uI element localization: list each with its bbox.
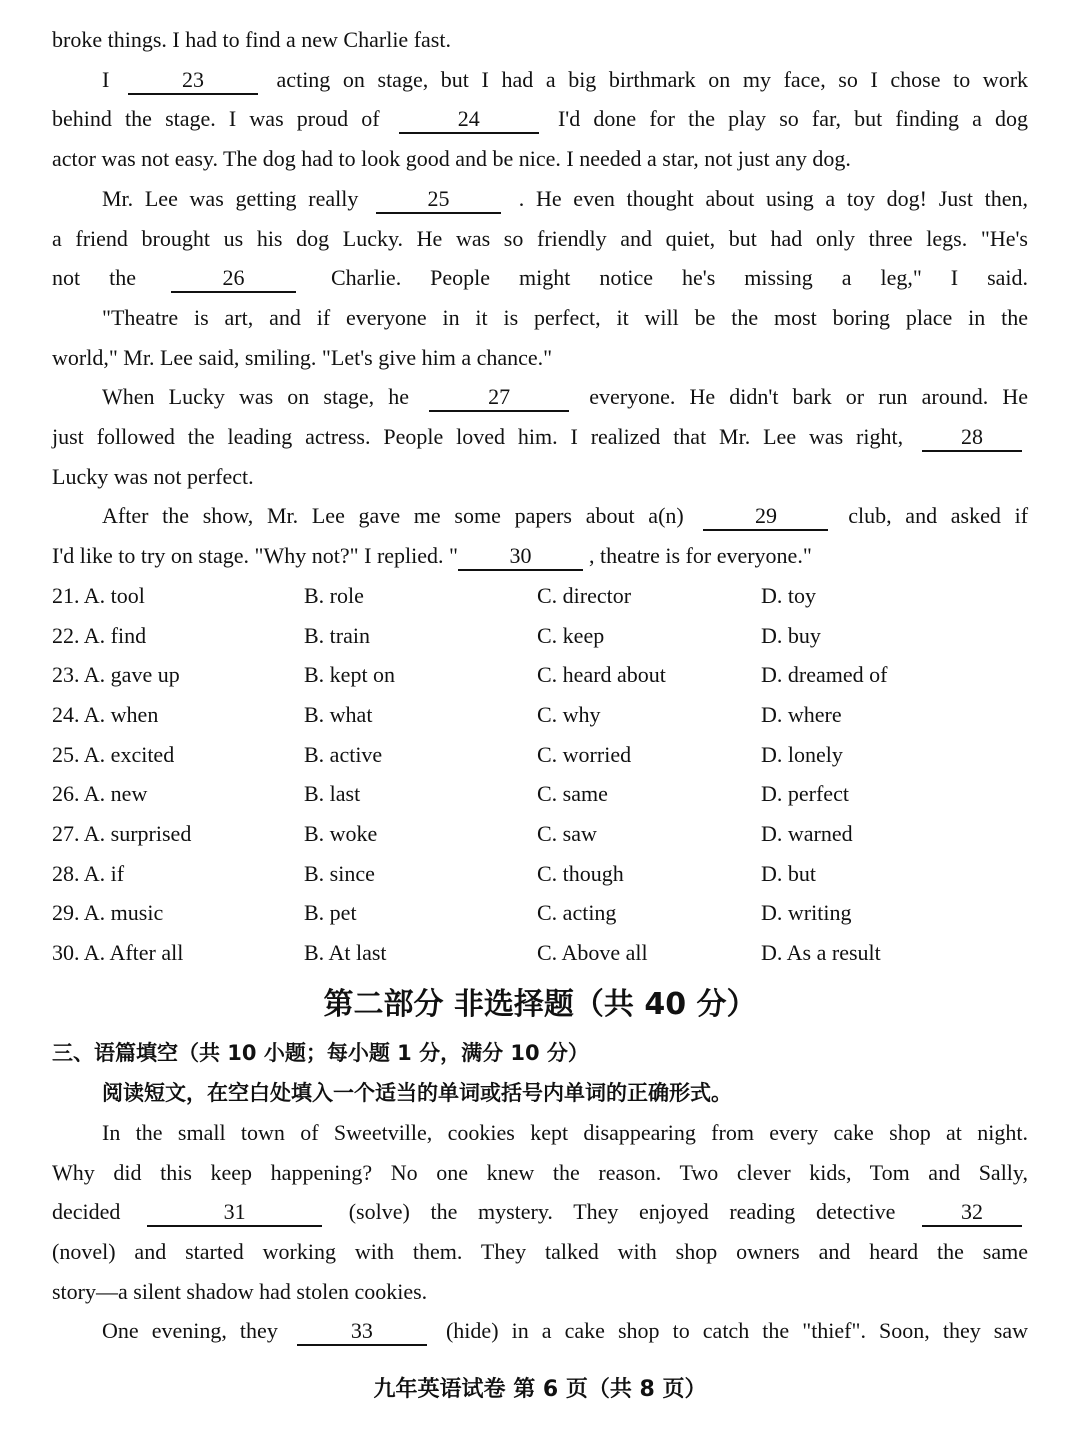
- passage-line: [52, 258, 1028, 298]
- passage-line: [52, 179, 1028, 219]
- part-two-title: 第二部分 非选择题（共 40 分）: [323, 986, 757, 1022]
- option-b[interactable]: B. train: [304, 622, 370, 648]
- passage-line: [52, 219, 1028, 259]
- option-b[interactable]: B. role: [304, 582, 364, 608]
- passage-text: I'd done for the play so far, but finding a dog: [557, 106, 1029, 132]
- passage-text: In the small town of Sweetville, cookies kept disappearing from every cake shop at night.: [102, 1119, 1028, 1145]
- passage-line: [52, 1153, 1028, 1193]
- option-d[interactable]: D. perfect: [761, 781, 849, 807]
- blank-24[interactable]: 24: [399, 106, 539, 134]
- blank-27[interactable]: 27: [429, 384, 569, 412]
- option-d[interactable]: D. As a result: [761, 940, 881, 966]
- passage-line: [52, 1272, 1028, 1312]
- option-d[interactable]: D. where: [761, 701, 842, 727]
- blank-32[interactable]: 32: [922, 1199, 1022, 1227]
- passage-text: just followed the leading actress. People loved him. I realized that Mr. Lee was right,: [52, 424, 904, 450]
- blank-23[interactable]: 23: [128, 67, 258, 95]
- passage-line: [52, 298, 1028, 338]
- passage-text: Why did this keep happening? No one knew the reason. Two clever kids, Tom and Sally,: [52, 1159, 1028, 1185]
- passage-line: [52, 377, 1028, 417]
- question-23: [52, 655, 1028, 695]
- question-27: [52, 814, 1028, 854]
- passage-line: [52, 496, 1028, 536]
- option-d[interactable]: D. writing: [761, 900, 852, 926]
- question-25: [52, 735, 1028, 775]
- passage-text: After the show, Mr. Lee gave me some papers about a(n): [102, 503, 684, 529]
- passage-text: (novel) and started working with them. They talked with shop owners and heard the same: [52, 1238, 1028, 1264]
- question-24: [52, 695, 1028, 735]
- instructions-text: 阅读短文，在空白处填入一个适当的单词或括号内单词的正确形式。: [102, 1080, 732, 1105]
- option-d[interactable]: D. buy: [761, 622, 821, 648]
- option-c[interactable]: C. keep: [537, 622, 605, 648]
- passage-text: a friend brought us his dog Lucky. He was so friendly and quiet, but had only three legs. "He's: [52, 225, 1028, 251]
- passage-text: Mr. Lee was getting really: [102, 185, 359, 211]
- blank-33[interactable]: 33: [297, 1318, 427, 1346]
- passage-text: "Theatre is art, and if everyone in it is perfect, it will be the most boring place in the: [102, 304, 1028, 330]
- option-c[interactable]: C. director: [537, 582, 632, 608]
- blank-31[interactable]: 31: [147, 1199, 322, 1227]
- passage-line: [52, 417, 1028, 457]
- section-three-heading: 三、语篇填空（共 10 小题；每小题 1 分，满分 10 分）: [52, 1040, 589, 1065]
- question-28: [52, 854, 1028, 894]
- blank-25[interactable]: 25: [376, 186, 501, 214]
- passage-line: [52, 1232, 1028, 1272]
- option-a[interactable]: 26. A. new: [52, 781, 148, 807]
- page-footer: 九年英语试卷 第 6 页（共 8 页）: [373, 1377, 707, 1402]
- passage-text: behind the stage. I was proud of: [52, 106, 380, 132]
- question-21: [52, 576, 1028, 616]
- option-b[interactable]: B. At last: [304, 940, 387, 966]
- option-d[interactable]: D. lonely: [761, 741, 843, 767]
- option-a[interactable]: 24. A. when: [52, 701, 159, 727]
- question-26: [52, 774, 1028, 814]
- passage-text: . He even thought about using a toy dog! Just then,: [518, 185, 1029, 211]
- option-c[interactable]: C. worried: [537, 741, 632, 767]
- option-d[interactable]: D. warned: [761, 821, 853, 847]
- passage-line: [52, 1113, 1028, 1153]
- option-a[interactable]: 22. A. find: [52, 622, 147, 648]
- passage-text: story—a silent shadow had stolen cookies.: [52, 1278, 428, 1304]
- passage-line: [52, 1192, 1028, 1232]
- option-d[interactable]: D. dreamed of: [761, 662, 888, 688]
- option-a[interactable]: 29. A. music: [52, 900, 164, 926]
- blank-26[interactable]: 26: [171, 265, 296, 293]
- passage-line: [52, 457, 1028, 497]
- option-a[interactable]: 28. A. if: [52, 860, 125, 886]
- passage-text: When Lucky was on stage, he: [102, 384, 409, 410]
- passage-text: world," Mr. Lee said, smiling. "Let's give him a chance.": [52, 344, 553, 370]
- option-c[interactable]: C. heard about: [537, 662, 666, 688]
- option-a[interactable]: 25. A. excited: [52, 741, 175, 767]
- passage-text: , theatre is for everyone.": [589, 543, 812, 569]
- option-a[interactable]: 30. A. After all: [52, 940, 184, 966]
- option-c[interactable]: C. acting: [537, 900, 617, 926]
- question-30: [52, 933, 1028, 973]
- passage-text: club, and asked if: [848, 503, 1029, 529]
- option-a[interactable]: 21. A. tool: [52, 582, 145, 608]
- passage-text: I: [102, 66, 110, 92]
- option-b[interactable]: B. pet: [304, 900, 357, 926]
- passage-line: [52, 20, 1028, 60]
- passage-line: [52, 536, 1028, 576]
- passage-text: everyone. He didn't bark or run around. He: [589, 384, 1029, 410]
- option-c[interactable]: C. Above all: [537, 940, 648, 966]
- passage-line: [52, 139, 1028, 179]
- answer-options: [52, 576, 1028, 973]
- question-22: [52, 616, 1028, 656]
- fill-in-passage: [52, 1113, 1028, 1351]
- option-c[interactable]: C. same: [537, 781, 608, 807]
- passage-text: broke things. I had to find a new Charlie fast.: [52, 27, 451, 52]
- passage-line: [52, 60, 1028, 100]
- option-b[interactable]: B. woke: [304, 821, 378, 847]
- option-c[interactable]: C. saw: [537, 821, 597, 847]
- passage-text: actor was not easy. The dog had to look good and be nice. I needed a star, not just any dog.: [52, 146, 851, 172]
- option-d[interactable]: D. toy: [761, 582, 816, 608]
- passage-text: (solve) the mystery. They enjoyed reading detective: [348, 1199, 896, 1225]
- option-c[interactable]: C. though: [537, 860, 624, 886]
- option-a[interactable]: 27. A. surprised: [52, 821, 192, 847]
- option-b[interactable]: B. last: [304, 781, 361, 807]
- passage-text: One evening, they: [102, 1318, 278, 1344]
- question-29: [52, 893, 1028, 933]
- passage-text: not the: [52, 265, 136, 291]
- option-b[interactable]: B. active: [304, 741, 383, 767]
- option-c[interactable]: C. why: [537, 701, 601, 727]
- option-b[interactable]: B. kept on: [304, 662, 396, 688]
- option-b[interactable]: B. since: [304, 860, 375, 886]
- passage-text: (hide) in a cake shop to catch the "thief". Soon, they saw: [445, 1318, 1029, 1344]
- option-b[interactable]: B. what: [304, 701, 373, 727]
- passage-line: [52, 1311, 1028, 1351]
- blank-29[interactable]: 29: [703, 503, 828, 531]
- passage-text: Charlie. People might notice he's missing a leg," I said.: [330, 265, 1029, 291]
- blank-28[interactable]: 28: [922, 424, 1022, 452]
- passage-text: I'd like to try on stage. "Why not?" I replied. ": [52, 543, 459, 569]
- option-d[interactable]: D. but: [761, 860, 816, 886]
- passage-line: [52, 99, 1028, 139]
- option-a[interactable]: 23. A. gave up: [52, 662, 180, 688]
- cloze-passage: [52, 20, 1028, 576]
- passage-text: decided: [52, 1199, 121, 1225]
- blank-30[interactable]: 30: [458, 543, 583, 571]
- passage-text: Lucky was not perfect.: [52, 463, 254, 489]
- passage-text: acting on stage, but I had a big birthmark on my face, so I chose to work: [276, 66, 1029, 92]
- passage-line: [52, 338, 1028, 378]
